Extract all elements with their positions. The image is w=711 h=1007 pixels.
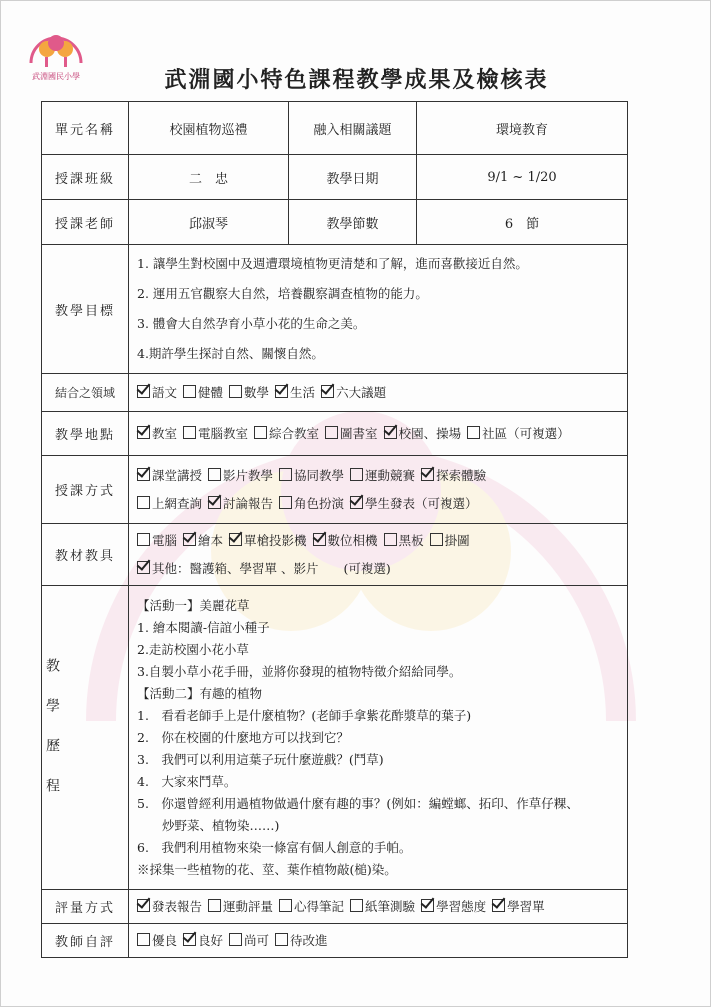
option-label: 單槍投影機 [244, 532, 307, 548]
option-label: 綜合教室 [269, 425, 320, 441]
course-form-table [41, 101, 628, 958]
checkbox-option[interactable] [313, 533, 378, 548]
checkbox-option[interactable] [137, 933, 177, 948]
unchecked-box-icon[interactable] [137, 533, 150, 546]
logo-text: 武淵國民小學 [32, 72, 80, 81]
date-label: 教學日期 [289, 155, 417, 200]
option-label: 優良 [152, 932, 178, 948]
page-title: 武淵國小特色課程教學成果及檢核表 [164, 68, 549, 93]
checkbox-option[interactable] [421, 899, 486, 914]
checked-box-icon[interactable] [137, 468, 150, 481]
checked-box-icon[interactable] [384, 426, 397, 439]
unchecked-box-icon[interactable] [229, 933, 242, 946]
option-label: 電腦教室 [198, 425, 249, 441]
process-line: 1. 繪本閱讀-信誼小種子 [137, 619, 270, 635]
checkbox-option[interactable] [279, 496, 344, 511]
checkbox-option[interactable] [275, 933, 328, 948]
checkbox-option[interactable] [137, 426, 177, 441]
materials-label: 教材教具 [42, 524, 129, 586]
goal-item: 1. 讓學生對校園中及週遭環境植物更清楚和了解，進而喜歡接近自然。 [137, 256, 528, 271]
checked-box-icon[interactable] [183, 533, 196, 546]
option-label: 紙筆測驗 [365, 898, 416, 914]
checked-box-icon[interactable] [421, 899, 434, 912]
unchecked-box-icon[interactable] [137, 933, 150, 946]
method-label: 授課方式 [42, 456, 129, 524]
hours-value: 6 節 [417, 200, 628, 245]
place-options [129, 412, 628, 456]
checkbox-option[interactable] [137, 385, 177, 400]
checkbox-option[interactable] [229, 933, 269, 948]
option-label: 教室 [152, 425, 178, 441]
option-label: 健體 [198, 384, 224, 400]
method-options [129, 456, 628, 524]
checkbox-option[interactable] [137, 533, 177, 548]
option-label: 發表報告 [152, 898, 203, 914]
process-line: 6. 我們利用植物來染一條富有個人創意的手帕。 [137, 839, 412, 855]
checkbox-option[interactable] [279, 468, 344, 483]
checkbox-option[interactable] [183, 385, 223, 400]
option-label: 黑板 [398, 532, 424, 548]
process-line: 1. 看看老師手上是什麼植物？(老師手拿紫花酢漿草的葉子) [137, 707, 472, 723]
assessment-label: 評量方式 [42, 890, 129, 924]
checkbox-option[interactable] [183, 933, 223, 948]
process-line: 5. 你還曾經利用過植物做過什麼有趣的事？(例如：編螳螂、拓印、作草仔粿、 [137, 795, 579, 811]
unchecked-box-icon[interactable] [279, 496, 292, 509]
process-line: 3. 我們可以利用這葉子玩什麼遊戲？(鬥草) [137, 751, 384, 767]
option-label: 電腦 [152, 532, 178, 548]
process-label: 教學歷程 [44, 657, 60, 818]
checkbox-option[interactable] [467, 426, 570, 441]
checked-box-icon[interactable] [183, 933, 196, 946]
checked-box-icon[interactable] [137, 426, 150, 439]
option-label: 掛圖 [444, 532, 470, 548]
self-eval-label: 教師自評 [42, 924, 129, 958]
unchecked-box-icon[interactable] [350, 468, 363, 481]
checked-box-icon[interactable] [137, 899, 150, 912]
hours-label: 教學節數 [289, 200, 417, 245]
option-label: 上網查詢 [152, 495, 203, 511]
checkbox-option[interactable] [350, 468, 415, 483]
option-label: 待改進 [290, 932, 328, 948]
teacher-label: 授課老師 [42, 200, 129, 245]
option-label: 尚可 [244, 932, 270, 948]
process-label-cell [42, 586, 129, 890]
option-label: 課堂講授 [152, 467, 203, 483]
checkbox-option[interactable] [208, 468, 273, 483]
goals-label: 教學目標 [42, 245, 129, 374]
option-label: 學生發表（可複選） [365, 495, 478, 511]
domains-label: 結合之領域 [42, 374, 129, 412]
option-label: 校園、操場 [398, 425, 462, 441]
unchecked-box-icon[interactable] [208, 468, 221, 481]
self-eval-options [129, 924, 628, 958]
process-line: 3.自製小草小花手冊，並將你發現的植物特徵介紹給同學。 [137, 663, 462, 679]
materials-options [129, 524, 628, 586]
unchecked-box-icon[interactable] [350, 899, 363, 912]
checked-box-icon[interactable] [321, 385, 334, 398]
class-value: 二 忠 [129, 155, 289, 200]
teacher-value: 邱淑琴 [129, 200, 289, 245]
option-label: 影片教學 [223, 467, 274, 483]
domains-options [129, 374, 628, 412]
option-label: 繪本 [198, 532, 224, 548]
checkbox-option[interactable] [321, 385, 386, 400]
unchecked-box-icon[interactable] [137, 496, 150, 509]
process-line: 2. 你在校園的什麼地方可以找到它？ [137, 729, 349, 745]
checked-box-icon[interactable] [350, 496, 363, 509]
goal-item: 3. 體會大自然孕育小草小花的生命之美。 [137, 316, 366, 331]
unchecked-box-icon[interactable] [325, 426, 338, 439]
checkbox-option[interactable] [183, 533, 223, 548]
unit-label: 單元名稱 [42, 102, 129, 155]
unchecked-box-icon[interactable] [430, 533, 443, 546]
option-label: 運動評量 [223, 898, 274, 914]
unchecked-box-icon[interactable] [254, 426, 267, 439]
option-label: 探索體驗 [436, 467, 487, 483]
topic-value: 環境教育 [417, 102, 628, 155]
checkbox-option[interactable] [430, 533, 470, 548]
unchecked-box-icon[interactable] [208, 899, 221, 912]
process-line: 【活動二】有趣的植物 [137, 685, 263, 701]
checked-box-icon[interactable] [421, 468, 434, 481]
option-label: 語文 [152, 384, 178, 400]
goals-cell [129, 245, 628, 374]
checkbox-option[interactable] [275, 385, 315, 400]
option-label: 良好 [198, 932, 224, 948]
option-label: 其他：醫護箱、學習單 、影片 (可複選) [152, 560, 391, 576]
checkbox-option[interactable] [137, 561, 391, 576]
unchecked-box-icon[interactable] [467, 426, 480, 439]
process-line: 2.走訪校園小花小草 [137, 641, 249, 657]
checked-box-icon[interactable] [313, 533, 326, 546]
checked-box-icon[interactable] [229, 533, 242, 546]
class-label: 授課班級 [42, 155, 129, 200]
checkbox-option[interactable] [208, 899, 273, 914]
process-line: 炒野菜、植物染……) [137, 817, 280, 833]
checkbox-option[interactable] [325, 426, 378, 441]
unchecked-box-icon[interactable] [275, 933, 288, 946]
goal-item: 2. 運用五官觀察大自然，培養觀察調查植物的能力。 [137, 286, 428, 301]
checkbox-option[interactable] [421, 468, 486, 483]
option-label: 生活 [290, 384, 316, 400]
option-label: 數位相機 [327, 532, 378, 548]
checkbox-option[interactable] [229, 385, 269, 400]
checked-box-icon[interactable] [137, 385, 150, 398]
unchecked-box-icon[interactable] [279, 899, 292, 912]
checked-box-icon[interactable] [137, 561, 150, 574]
option-label: 學習態度 [436, 898, 487, 914]
checkbox-option[interactable] [208, 496, 273, 511]
checkbox-option[interactable] [492, 899, 545, 914]
unchecked-box-icon[interactable] [384, 533, 397, 546]
process-line: 4. 大家來鬥草。 [137, 773, 237, 789]
unchecked-box-icon[interactable] [183, 426, 196, 439]
option-label: 角色扮演 [294, 495, 345, 511]
unit-value: 校園植物巡禮 [129, 102, 289, 155]
option-label: 社區（可複選） [482, 425, 570, 441]
unchecked-box-icon[interactable] [183, 385, 196, 398]
topic-label: 融入相關議題 [289, 102, 417, 155]
checkbox-option[interactable] [279, 899, 344, 914]
option-label: 協同教學 [294, 467, 345, 483]
option-label: 六大議題 [336, 384, 387, 400]
assessment-options [129, 890, 628, 924]
checked-box-icon[interactable] [492, 899, 505, 912]
process-line: 【活動一】美麗花草 [137, 597, 250, 613]
checkbox-option[interactable] [137, 496, 202, 511]
checked-box-icon[interactable] [275, 385, 288, 398]
checkbox-option[interactable] [229, 533, 307, 548]
process-line: ※採集一些植物的花、莖、葉作植物敲(槌)染。 [137, 861, 397, 877]
date-value: 9/1 ~ 1/20 [417, 155, 628, 200]
unchecked-box-icon[interactable] [279, 468, 292, 481]
checkbox-option[interactable] [384, 533, 424, 548]
checkbox-option[interactable] [254, 426, 319, 441]
option-label: 圖書室 [340, 425, 378, 441]
checkbox-option[interactable] [183, 426, 248, 441]
checked-box-icon[interactable] [208, 496, 221, 509]
checkbox-option[interactable] [350, 496, 478, 511]
checkbox-option[interactable] [137, 468, 202, 483]
option-label: 數學 [244, 384, 270, 400]
option-label: 心得筆記 [294, 898, 345, 914]
process-cell [129, 586, 628, 890]
place-label: 教學地點 [42, 412, 129, 456]
option-label: 討論報告 [223, 495, 274, 511]
goal-item: 4.期許學生探討自然、關懷自然。 [137, 346, 324, 361]
option-label: 學習單 [507, 898, 545, 914]
checkbox-option[interactable] [350, 899, 415, 914]
unchecked-box-icon[interactable] [229, 385, 242, 398]
checkbox-option[interactable] [137, 899, 202, 914]
option-label: 運動競賽 [365, 467, 416, 483]
checkbox-option[interactable] [384, 426, 462, 441]
